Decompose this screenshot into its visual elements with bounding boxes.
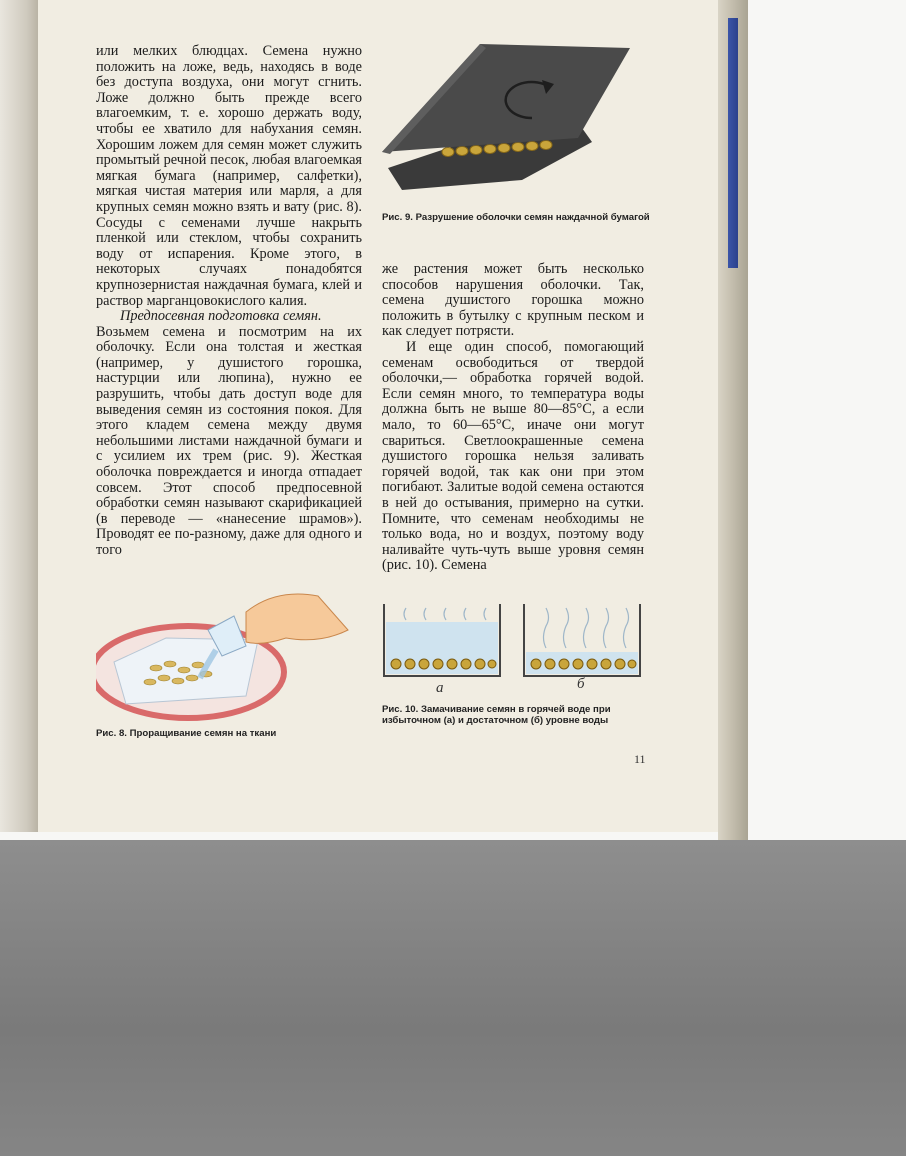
figure-9-caption: Рис. 9. Разрушение оболочки семян наждачной бумагой — [382, 212, 650, 223]
page-gutter-edge — [0, 0, 38, 832]
figure-8-caption: Рис. 8. Проращивание семян на ткани — [96, 728, 277, 739]
page-number: 11 — [634, 752, 646, 766]
vessel-b — [524, 604, 640, 676]
scanner-bed — [0, 840, 906, 1156]
paragraph: Возьмем семена и посмотрим на их оболочку. Если она толстая и жесткая (например, у душистого горошка, настурции или люпина), нужно ее разрушить, чтобы дать доступ воде для выведения семян из состояния покоя. Для этого кладем семена между двумя небольшими листами наждачной бумаги и с усилием их трем (рис. 9). Жесткая оболочка повреждается и иногда отпадает совсем. Этот способ предпосевной обработки семян называют скарификацией (в переводе — «нанесение шрамов»). Проводят ее по-разному, даже для одного и того — [96, 323, 362, 558]
vessel-a — [384, 604, 500, 676]
section-heading: Предпосевная подготовка семян. — [120, 308, 322, 325]
figure-10-soaking — [382, 600, 652, 689]
figure-10-label-a: а — [436, 680, 444, 696]
paragraph: И еще один способ, помогающий семенам освободиться от твердой оболочки,— обработка горячей водой. Если семян много, то температура воды должна быть не выше 80—85°С, а если мало, то 60—65°С, иначе они могут свариться. Светлоокрашенные семена душистого горошка нельзя заливать горячей водой, так как они при этом погибают. Залитые водой семена остаются в ней до остывания, примерно на сутки. Помните, что семенам необходимы не только вода, но и воздух, поэтому воду наливайте чуть-чуть выше уровня семян (рис. 10). Семена — [382, 338, 644, 574]
book-cover-strip — [728, 18, 738, 268]
figure-9-sandpaper — [382, 40, 632, 215]
paragraph: же растения может быть несколько способов нарушения оболочки. Так, семена душистого горошка можно положить в бутылку с крупным песком и как следует потрясти. — [382, 261, 644, 340]
figure-8-germination — [96, 586, 366, 729]
paragraph: или мелких блюдцах. Семена нужно положить на ложе, ведь, находясь в воде без доступа воздуха, они могут сгнить. Ложе должно быть прежде всего влагоемким, т. е. хорошо держать воду, чтобы ее хватило для набухания семян. Хорошим ложем для семян может служить промытый речной песок, любая влагоемкая мягкая бумага (например, салфетки), мягкая чистая материя или марля, а для крупных семян можно взять и вату (рис. 8). Сосуды с семенами лучше накрыть пленкой или стеклом, чтобы сохранить воду от испарения. Кроме этого, в некоторых случаях понадобятся крупнозернистая наждачная бумага, клей и раствор марганцовокислого калия. — [96, 43, 362, 309]
left-text-column — [96, 44, 362, 559]
figure-10-label-b: б — [577, 676, 585, 692]
right-text-column — [382, 262, 644, 574]
figure-10-caption: Рис. 10. Замачивание семян в горячей воде при избыточном (а) и достаточном (б) уровне воды — [382, 704, 611, 726]
